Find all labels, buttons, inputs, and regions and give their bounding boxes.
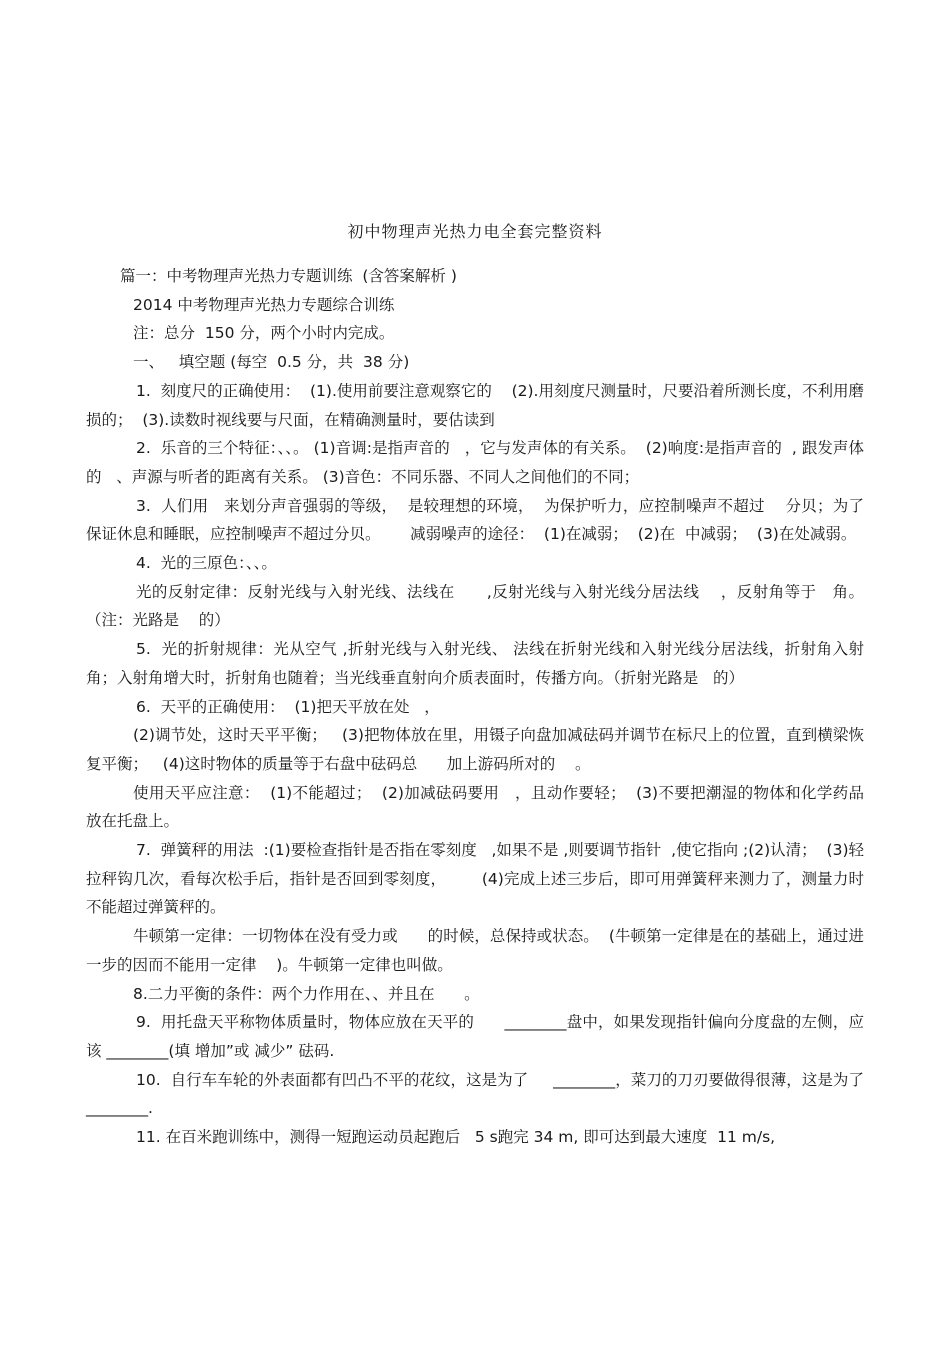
question-9: 9. 用托盘天平称物体质量时，物体应放在天平的 ________盘中，如果发现指针偏向分度盘的左侧，应该 ________(填 增加”或 减少” 砝码.	[86, 1013, 864, 1060]
question-7: 7. 弹簧秤的用法 :(1)要检查指针是否指在零刻度 ,如果不是 ,则要调节指针 ,使它指向 ;(2)认清； (3)轻拉秤钩几次，看每次松手后，指针是否回到零刻度， (4)完成上述三步后，即可用弹簧秤来测力了，测量力时不能超过弹簧秤的。	[86, 841, 864, 917]
question-6: 6. 天平的正确使用： (1)把天平放在处 ，	[136, 697, 440, 716]
question-8: 8.二力平衡的条件：两个力作用在、、并且在 。	[133, 984, 480, 1003]
question-10: 10. 自行车车轮的外表面都有凹凸不平的花纹，这是为了 ________，菜刀的刀刃要做得很薄，这是为了 ________.	[86, 1070, 869, 1118]
question-5: 5. 光的折射规律：光从空气 ,折射光线与入射光线、 法线在折射光线和入射光线分居法线，折射角入射角；入射角增大时，折射角也随着；当光线垂直射向介质表面时，传播方向。（折射光路是 的）	[86, 640, 864, 687]
balance-notes: 使用天平应注意： (1)不能超过； (2)加减砝码要用 ，且动作要轻； (3)不要把潮湿的物体和化学药品 放在托盘上。	[86, 783, 879, 831]
question-2: 2. 乐音的三个特征：、、。 (1)音调:是指声音的 ，它与发声体的有关系。 (2)响度:是指声音的 , 跟发声体的 、声源与听者的距离有关系。 (3)音色：不同乐器、不同人之间他们的不同；	[86, 439, 864, 486]
part-heading: 一、 填空题 (每空 0.5 分，共 38 分)	[133, 353, 410, 372]
question-3: 3. 人们用 来划分声音强弱的等级， 是较理想的环境， 为保护听力，应控制噪声不超过 分贝；为了保证休息和睡眠，应控制噪声不超过分贝。 减弱噪声的途径： (1)在减弱； (2)在 中减弱； (3)在处减弱。	[86, 496, 864, 544]
question-4: 4. 光的三原色：、、。	[136, 554, 277, 573]
question-1: 1. 刻度尺的正确使用： (1).使用前要注意观察它的 (2).用刻度尺测量时，尺要沿着所测长度，不利用磨损的； (3).读数时视线要与尺面，在精确测量时，要估读到	[86, 381, 864, 429]
subtitle: 2014 中考物理声光热力专题综合训练	[133, 295, 395, 314]
document-body	[86, 262, 879, 1152]
document-title: 初中物理声光热力电全套完整资料	[347, 222, 603, 241]
section-heading: 篇一：中考物理声光热力专题训练 (含答案解析 )	[120, 267, 457, 285]
question-11: 11. 在百米跑训练中，测得一短跑运动员起跑后 5 s跑完 34 m, 即可达到最大速度 11 m/s,	[136, 1128, 776, 1147]
reflection-law: 光的反射定律：反射光线与入射光线、法线在 ,反射光线与入射光线分居法线 ，反射角等于 角。（注：光路是 的）	[86, 582, 864, 630]
note: 注：总分 150 分，两个小时内完成。	[133, 324, 395, 343]
question-6-continued: (2)调节处，这时天平平衡； (3)把物体放在里，用镊子向盘加减砝码并调节在标尺上的位置，直到横梁恢复平衡； (4)这时物体的质量等于右盘中砝码总 加上游码所对的 。	[86, 726, 864, 773]
newton-first-law: 牛顿第一定律：一切物体在没有受力或 的时候，总保持或状态。 (牛顿第一定律是在的基础上，通过进一步的因而不能用一定律 )。牛顿第一定律也叫做。	[86, 927, 864, 974]
